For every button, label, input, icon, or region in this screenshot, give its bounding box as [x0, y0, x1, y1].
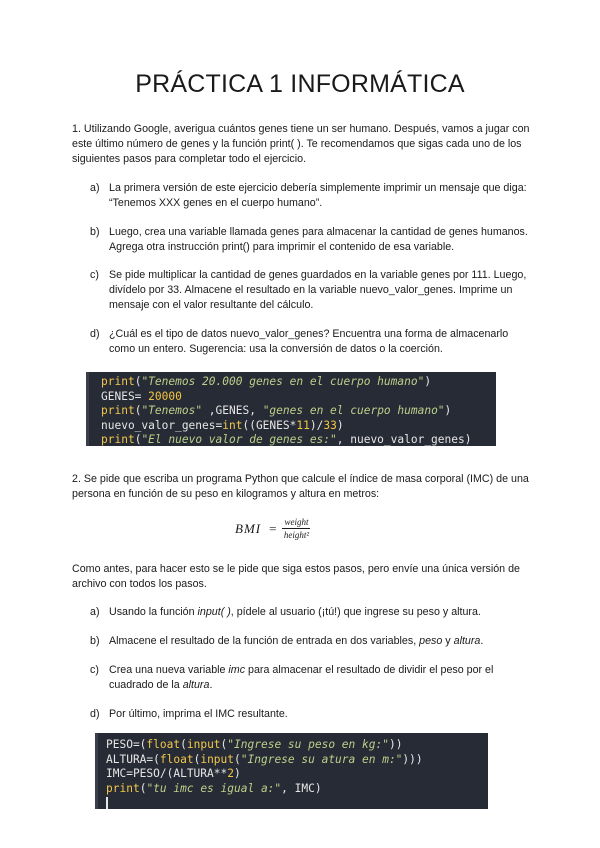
item-text: Por último, imprima el IMC resultante. — [109, 708, 288, 720]
code-line: IMC=PESO/(ALTURA**2) — [106, 767, 241, 780]
item-letter: c) — [90, 269, 99, 281]
page-title: PRÁCTICA 1 INFORMÁTICA — [135, 70, 465, 98]
item-text: Almacene el resultado de la función de entrada en dos variables, peso y altura. — [109, 635, 484, 647]
formula-lhs: BMI — [235, 520, 262, 536]
exercise-1-intro: 1. Utilizando Google, averigua cuántos genes tiene un ser humano. Después, vamos a jugar con este último número de genes y la función print( ). Te recomendamos que sigas cada uno de los siguientes pasos para completar todo el ejercicio. — [72, 123, 530, 165]
item-text: Crea una nueva variable imc para almacenar el resultado de dividir el peso por el cuadrado de la altura. — [109, 664, 494, 691]
exercise-2-item-a — [90, 605, 530, 620]
item-letter: a) — [90, 606, 100, 618]
code-line — [106, 796, 488, 811]
code-line: print("El nuevo valor de genes es:", nuevo_valor_genes) — [101, 433, 472, 446]
item-text: Usando la función input( ), pídele al usuario (¡tú!) que ingrese su peso y altura. — [109, 606, 481, 618]
item-text: Luego, crea una variable llamada genes para almacenar la cantidad de genes humanos. Agrega otra instrucción print() para imprimir el contenido de esa variable. — [109, 226, 528, 253]
item-letter: d) — [90, 708, 100, 720]
code-line: PESO=(float(input("Ingrese su peso en kg:")) — [106, 738, 403, 751]
item-letter: b) — [90, 635, 100, 647]
item-text: ¿Cuál es el tipo de datos nuevo_valor_genes? Encuentra una forma de almacenarlo como un entero. Sugerencia: usa la conversión de datos o la coerción. — [109, 328, 509, 355]
item-letter: b) — [90, 226, 100, 238]
item-letter: d) — [90, 328, 100, 340]
item-text: Se pide multiplicar la cantidad de genes guardados en la variable genes por 111. Luego, divídelo por 33. Almacene el resultado en la variable nuevo_valor_genes. Imprime un mensaje con el valor resultante del cálculo. — [109, 269, 527, 311]
bmi-formula — [235, 517, 310, 540]
exercise-1-item-c — [90, 268, 530, 313]
exercise-2-item-d — [90, 707, 530, 722]
exercise-2-intro: 2. Se pide que escriba un programa Python que calcule el índice de masa corporal (IMC) de una persona en función de su peso en kilogramos y altura en metros: — [72, 473, 529, 500]
exercise-1-item-d — [90, 327, 530, 357]
exercise-2-item-c — [90, 663, 530, 693]
code-line: print("Tenemos" ,GENES, "genes en el cuerpo humano") — [101, 404, 452, 417]
formula-equals: = — [269, 520, 277, 536]
exercise-2-item-b — [90, 634, 530, 649]
item-letter: c) — [90, 664, 99, 676]
code-line: print("Tenemos 20.000 genes en el cuerpo humano") — [101, 375, 432, 388]
code-block-genes — [86, 372, 496, 446]
formula-denominator: height² — [283, 530, 310, 540]
item-text: La primera versión de este ejercicio debería simplemente imprimir un mensaje que diga: “Tenemos XXX genes en el cuerpo humano”. — [109, 182, 527, 209]
exercise-1-item-a — [90, 181, 530, 211]
text-cursor — [106, 797, 108, 809]
code-line: print("tu imc es igual a:", IMC) — [106, 781, 322, 795]
item-letter: a) — [90, 182, 100, 194]
code-block-imc — [95, 733, 488, 809]
code-line: GENES= 20000 — [101, 389, 182, 403]
exercise-1-item-b — [90, 225, 530, 255]
code-line: ALTURA=(float(input("Ingrese su atura en m:"))) — [106, 752, 423, 766]
formula-numerator: weight — [284, 517, 309, 527]
exercise-2-intro-2: Como antes, para hacer esto se le pide que siga estos pasos, pero envíe una única versión de archivo con todos los pasos. — [72, 563, 520, 590]
formula-fraction — [282, 517, 310, 540]
code-line: nuevo_valor_genes=int((GENES*11)/33) — [101, 418, 344, 432]
